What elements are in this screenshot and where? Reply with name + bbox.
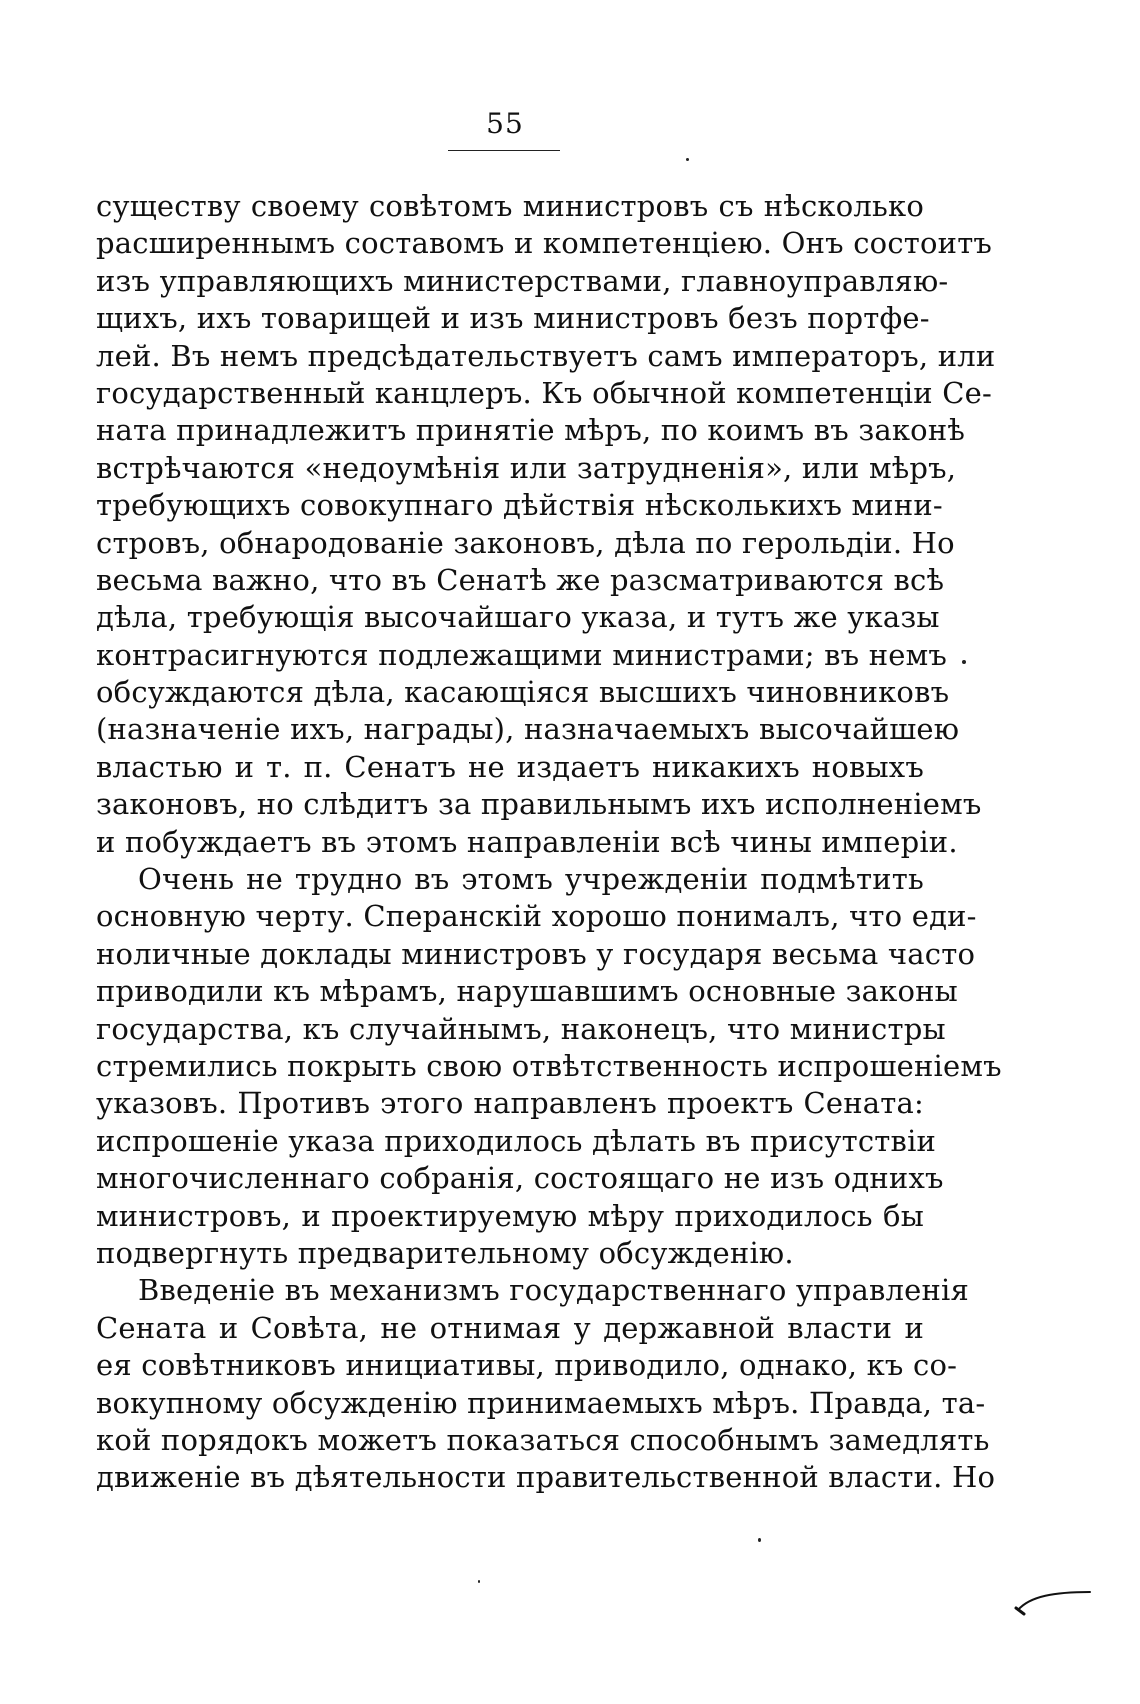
text-line: указовъ. Противъ этого направленъ проектъ Сената: <box>96 1086 924 1121</box>
text-line: стровъ, обнародованіе законовъ, дѣла по герольдіи. Но <box>96 525 955 560</box>
text-line: обсуждаются дѣла, касающіяся высшихъ чиновниковъ <box>96 675 950 710</box>
text-line: Сената и Совѣта, не отнимая у державной власти и <box>96 1310 924 1345</box>
header-rule <box>448 150 560 151</box>
text-line: государства, къ случайнымъ, наконецъ, что министры <box>96 1011 946 1046</box>
body-text <box>96 188 1002 1497</box>
text-line: изъ управляющихъ министерствами, главноуправляю- <box>96 263 949 298</box>
text-line: законовъ, но слѣдитъ за правильнымъ ихъ исполненіемъ <box>96 787 982 822</box>
text-line: лей. Въ немъ предсѣдательствуетъ самъ императоръ, или <box>96 338 996 373</box>
paragraph-3 <box>96 1272 996 1496</box>
pen-stroke-mark <box>1010 1570 1100 1620</box>
text-line: вокупному обсужденію принимаемыхъ мѣръ. Правда, та- <box>96 1385 986 1420</box>
text-line: приводили къ мѣрамъ, нарушавшимъ основные законы <box>96 974 958 1009</box>
page-number: 55 <box>486 107 524 140</box>
text-line: щихъ, ихъ товарищей и изъ министровъ безъ портфе- <box>96 301 930 336</box>
text-line: (назначеніе ихъ, награды), назначаемыхъ высочайшею <box>96 712 960 747</box>
paragraph-1 <box>96 188 996 861</box>
text-line: стремились покрыть свою отвѣтственность испрошеніемъ <box>96 1048 1002 1083</box>
text-line: испрошеніе указа приходилось дѣлать въ присутствіи <box>96 1123 937 1158</box>
text-line: контрасигнуются подлежащими министрами; въ немъ <box>96 637 948 672</box>
text-line: ноличные доклады министровъ у государя весьма часто <box>96 936 976 971</box>
text-line: расширеннымъ составомъ и компетенціею. Онъ состоитъ <box>96 226 993 261</box>
text-line: властью и т. п. Сенатъ не издаетъ никакихъ новыхъ <box>96 749 924 784</box>
text-line: Очень не трудно въ этомъ учрежденіи подмѣтить <box>138 862 924 897</box>
text-line: кой порядокъ можетъ показаться способнымъ замедлять <box>96 1422 990 1457</box>
text-line: основную черту. Сперанскій хорошо понималъ, что еди- <box>96 899 977 934</box>
text-line: Введеніе въ механизмъ государственнаго управленія <box>138 1273 969 1308</box>
scan-speck <box>962 660 966 664</box>
text-line: встрѣчаются «недоумѣнія или затрудненія», или мѣръ, <box>96 450 957 485</box>
text-line: подвергнуть предварительному обсужденію. <box>96 1235 794 1270</box>
text-line: и побуждаетъ въ этомъ направленіи всѣ чины имперіи. <box>96 824 958 859</box>
text-line: весьма важно, что въ Сенатѣ же разсматриваются всѣ <box>96 562 945 597</box>
text-line: министровъ, и проектируемую мѣру приходилось бы <box>96 1198 924 1233</box>
text-line: существу своему совѣтомъ министровъ съ нѣсколько <box>96 189 924 223</box>
text-line: ната принадлежитъ принятіе мѣръ, по коимъ въ законѣ <box>96 413 966 448</box>
text-line: многочисленнаго собранія, состоящаго не изъ однихъ <box>96 1161 944 1196</box>
text-line: ея совѣтниковъ инициативы, приводило, однако, къ со- <box>96 1348 958 1383</box>
scan-speck <box>686 158 689 161</box>
text-line: дѣла, требующія высочайшаго указа, и тутъ же указы <box>96 600 940 635</box>
scan-speck <box>758 1538 761 1542</box>
text-line: государственный канцлеръ. Къ обычной компетенціи Се- <box>96 375 992 410</box>
text-line: требующихъ совокупнаго дѣйствія нѣсколькихъ мини- <box>96 488 943 523</box>
paragraph-2 <box>96 861 1002 1272</box>
text-line: движеніе въ дѣятельности правительственной власти. Но <box>96 1460 996 1495</box>
scan-speck <box>478 1580 480 1583</box>
